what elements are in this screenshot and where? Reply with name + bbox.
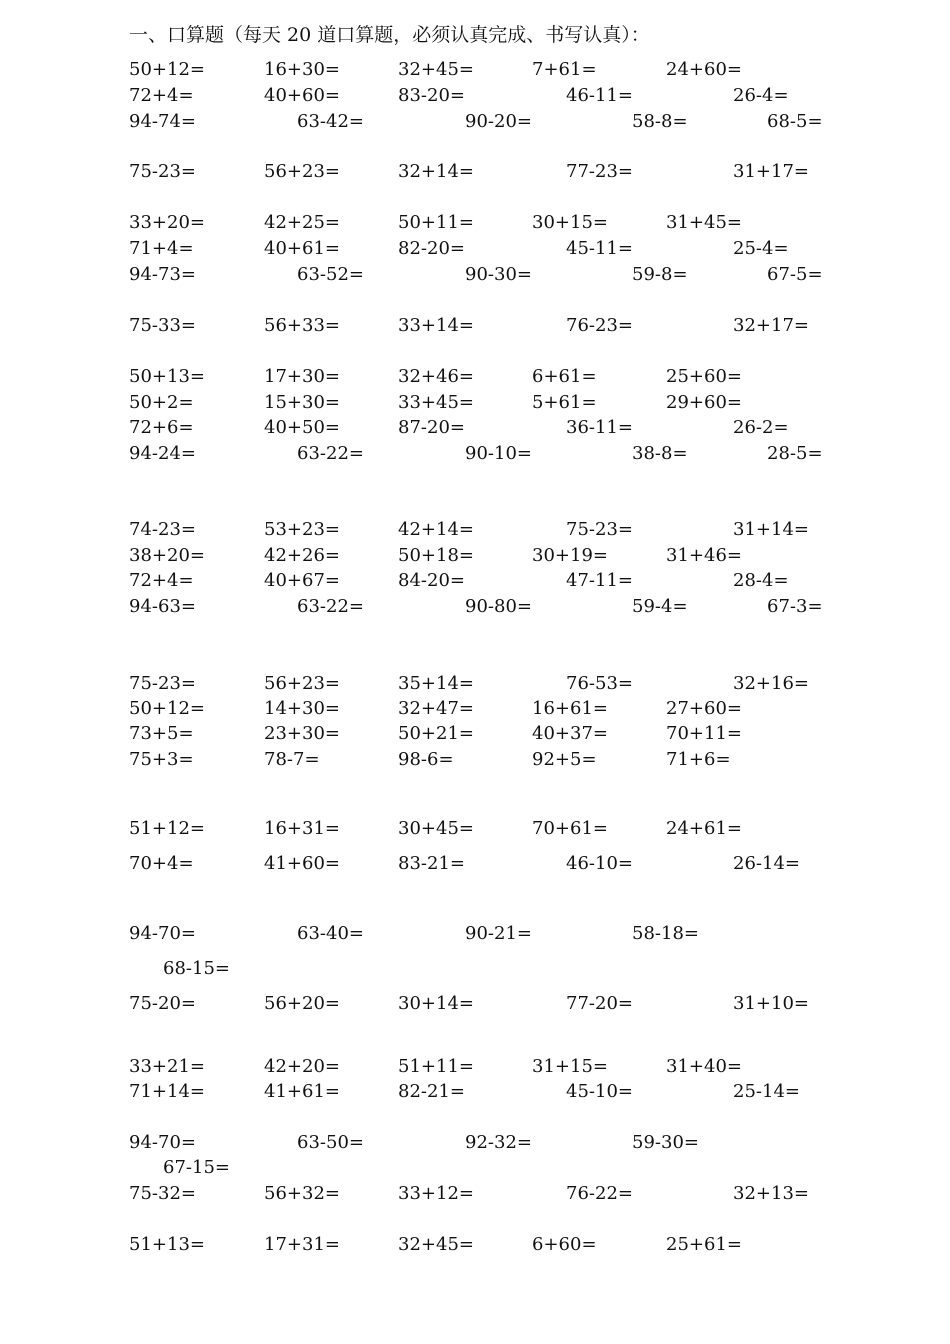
arithmetic-problem: 92-32= — [465, 1132, 532, 1153]
arithmetic-problem: 38+20= — [129, 545, 205, 566]
arithmetic-problem: 45-10= — [566, 1081, 633, 1102]
problem-row — [0, 1181, 950, 1207]
problem-row — [0, 594, 950, 620]
arithmetic-problem: 74-23= — [129, 519, 196, 540]
arithmetic-problem: 75+3= — [129, 749, 194, 770]
arithmetic-problem: 35+14= — [398, 673, 474, 694]
arithmetic-problem: 75-23= — [129, 161, 196, 182]
problem-row — [0, 236, 950, 262]
arithmetic-problem: 70+11= — [666, 723, 742, 744]
arithmetic-problem: 76-53= — [566, 673, 633, 694]
arithmetic-problem: 17+30= — [264, 366, 340, 387]
arithmetic-problem: 6+61= — [532, 366, 597, 387]
arithmetic-problem: 31+14= — [733, 519, 809, 540]
problem-row — [0, 851, 950, 877]
arithmetic-problem: 32+46= — [398, 366, 474, 387]
arithmetic-problem: 51+11= — [398, 1056, 474, 1077]
problem-row — [0, 262, 950, 288]
arithmetic-problem: 67-3= — [767, 596, 823, 617]
arithmetic-problem: 82-21= — [398, 1081, 465, 1102]
arithmetic-problem: 7+61= — [532, 59, 597, 80]
arithmetic-problem: 31+15= — [532, 1056, 608, 1077]
arithmetic-problem: 23+30= — [264, 723, 340, 744]
problem-row — [0, 364, 950, 390]
arithmetic-problem: 24+61= — [666, 818, 742, 839]
arithmetic-problem: 31+46= — [666, 545, 742, 566]
arithmetic-problem: 59-4= — [632, 596, 688, 617]
arithmetic-problem: 40+50= — [264, 417, 340, 438]
arithmetic-problem: 94-74= — [129, 111, 196, 132]
arithmetic-problem: 40+60= — [264, 85, 340, 106]
arithmetic-problem: 63-50= — [297, 1132, 364, 1153]
arithmetic-problem: 58-8= — [632, 111, 688, 132]
arithmetic-problem: 32+14= — [398, 161, 474, 182]
arithmetic-problem: 50+11= — [398, 212, 474, 233]
arithmetic-problem: 77-23= — [566, 161, 633, 182]
problem-row — [0, 671, 950, 697]
arithmetic-problem: 68-5= — [767, 111, 823, 132]
arithmetic-problem: 31+40= — [666, 1056, 742, 1077]
arithmetic-problem: 31+10= — [733, 993, 809, 1014]
arithmetic-problem: 5+61= — [532, 392, 597, 413]
arithmetic-problem: 63-22= — [297, 443, 364, 464]
arithmetic-problem: 47-11= — [566, 570, 633, 591]
arithmetic-problem: 75-20= — [129, 993, 196, 1014]
problem-row — [0, 721, 950, 747]
problem-row — [0, 415, 950, 441]
arithmetic-problem: 25+60= — [666, 366, 742, 387]
arithmetic-problem: 70+61= — [532, 818, 608, 839]
arithmetic-problem: 33+45= — [398, 392, 474, 413]
problem-row — [0, 1079, 950, 1105]
arithmetic-problem: 87-20= — [398, 417, 465, 438]
problem-row — [0, 696, 950, 722]
arithmetic-problem: 25-14= — [733, 1081, 800, 1102]
arithmetic-problem: 42+20= — [264, 1056, 340, 1077]
arithmetic-problem: 15+30= — [264, 392, 340, 413]
arithmetic-problem: 75-32= — [129, 1183, 196, 1204]
arithmetic-problem: 29+60= — [666, 392, 742, 413]
problem-row — [0, 109, 950, 135]
problem-row — [0, 956, 950, 982]
arithmetic-problem: 92+5= — [532, 749, 597, 770]
problem-row — [0, 991, 950, 1017]
arithmetic-problem: 38-8= — [632, 443, 688, 464]
problem-row — [0, 1054, 950, 1080]
arithmetic-problem: 40+37= — [532, 723, 608, 744]
arithmetic-problem: 24+60= — [666, 59, 742, 80]
arithmetic-problem: 31+17= — [733, 161, 809, 182]
arithmetic-problem: 76-23= — [566, 315, 633, 336]
arithmetic-problem: 50+18= — [398, 545, 474, 566]
arithmetic-problem: 30+14= — [398, 993, 474, 1014]
arithmetic-problem: 75-23= — [566, 519, 633, 540]
problem-row — [0, 517, 950, 543]
arithmetic-problem: 72+4= — [129, 570, 194, 591]
arithmetic-problem: 32+13= — [733, 1183, 809, 1204]
arithmetic-problem: 50+12= — [129, 59, 205, 80]
arithmetic-problem: 42+26= — [264, 545, 340, 566]
arithmetic-problem: 32+45= — [398, 59, 474, 80]
arithmetic-problem: 83-21= — [398, 853, 465, 874]
arithmetic-problem: 26-14= — [733, 853, 800, 874]
arithmetic-problem: 33+14= — [398, 315, 474, 336]
arithmetic-problem: 63-42= — [297, 111, 364, 132]
arithmetic-problem: 36-11= — [566, 417, 633, 438]
arithmetic-problem: 83-20= — [398, 85, 465, 106]
arithmetic-problem: 90-80= — [465, 596, 532, 617]
problem-row — [0, 441, 950, 467]
arithmetic-problem: 56+23= — [264, 161, 340, 182]
arithmetic-problem: 27+60= — [666, 698, 742, 719]
arithmetic-problem: 42+25= — [264, 212, 340, 233]
arithmetic-problem: 32+16= — [733, 673, 809, 694]
arithmetic-problem: 51+13= — [129, 1234, 205, 1255]
arithmetic-problem: 72+4= — [129, 85, 194, 106]
arithmetic-problem: 25+61= — [666, 1234, 742, 1255]
arithmetic-problem: 77-20= — [566, 993, 633, 1014]
arithmetic-problem: 40+67= — [264, 570, 340, 591]
arithmetic-problem: 71+6= — [666, 749, 731, 770]
arithmetic-problem: 41+60= — [264, 853, 340, 874]
arithmetic-problem: 33+12= — [398, 1183, 474, 1204]
arithmetic-problem: 33+21= — [129, 1056, 205, 1077]
arithmetic-problem: 40+61= — [264, 238, 340, 259]
problem-row — [0, 1155, 950, 1181]
arithmetic-problem: 84-20= — [398, 570, 465, 591]
problem-row — [0, 83, 950, 109]
arithmetic-problem: 59-8= — [632, 264, 688, 285]
arithmetic-problem: 63-40= — [297, 923, 364, 944]
arithmetic-problem: 28-4= — [733, 570, 789, 591]
arithmetic-problem: 67-5= — [767, 264, 823, 285]
problem-row — [0, 1232, 950, 1258]
arithmetic-problem: 56+32= — [264, 1183, 340, 1204]
arithmetic-problem: 71+4= — [129, 238, 194, 259]
problem-row — [0, 921, 950, 947]
arithmetic-problem: 46-10= — [566, 853, 633, 874]
arithmetic-problem: 75-23= — [129, 673, 196, 694]
arithmetic-problem: 70+4= — [129, 853, 194, 874]
arithmetic-problem: 26-2= — [733, 417, 789, 438]
arithmetic-problem: 72+6= — [129, 417, 194, 438]
problem-row — [0, 543, 950, 569]
problem-row — [0, 57, 950, 83]
arithmetic-problem: 63-52= — [297, 264, 364, 285]
problem-row — [0, 568, 950, 594]
arithmetic-problem: 28-5= — [767, 443, 823, 464]
arithmetic-problem: 53+23= — [264, 519, 340, 540]
arithmetic-problem: 33+20= — [129, 212, 205, 233]
arithmetic-problem: 26-4= — [733, 85, 789, 106]
arithmetic-problem: 16+30= — [264, 59, 340, 80]
arithmetic-problem: 6+60= — [532, 1234, 597, 1255]
arithmetic-problem: 51+12= — [129, 818, 205, 839]
arithmetic-problem: 75-33= — [129, 315, 196, 336]
arithmetic-problem: 78-7= — [264, 749, 320, 770]
problem-row — [0, 159, 950, 185]
arithmetic-problem: 25-4= — [733, 238, 789, 259]
arithmetic-problem: 59-30= — [632, 1132, 699, 1153]
arithmetic-problem: 94-24= — [129, 443, 196, 464]
arithmetic-problem: 46-11= — [566, 85, 633, 106]
arithmetic-problem: 16+31= — [264, 818, 340, 839]
arithmetic-problem: 32+45= — [398, 1234, 474, 1255]
arithmetic-problem: 50+12= — [129, 698, 205, 719]
arithmetic-problem: 90-20= — [465, 111, 532, 132]
arithmetic-problem: 71+14= — [129, 1081, 205, 1102]
arithmetic-problem: 73+5= — [129, 723, 194, 744]
arithmetic-problem: 94-70= — [129, 923, 196, 944]
arithmetic-problem: 31+45= — [666, 212, 742, 233]
arithmetic-problem: 68-15= — [163, 958, 230, 979]
arithmetic-problem: 90-21= — [465, 923, 532, 944]
arithmetic-problem: 82-20= — [398, 238, 465, 259]
arithmetic-problem: 56+23= — [264, 673, 340, 694]
arithmetic-problem: 17+31= — [264, 1234, 340, 1255]
arithmetic-problem: 50+21= — [398, 723, 474, 744]
arithmetic-problem: 32+47= — [398, 698, 474, 719]
arithmetic-problem: 94-73= — [129, 264, 196, 285]
arithmetic-problem: 41+61= — [264, 1081, 340, 1102]
arithmetic-problem: 67-15= — [163, 1157, 230, 1178]
arithmetic-problem: 45-11= — [566, 238, 633, 259]
arithmetic-problem: 30+45= — [398, 818, 474, 839]
problem-row — [0, 1130, 950, 1156]
arithmetic-problem: 30+15= — [532, 212, 608, 233]
problem-row — [0, 390, 950, 416]
arithmetic-problem: 90-10= — [465, 443, 532, 464]
problem-row — [0, 816, 950, 842]
arithmetic-problem: 94-70= — [129, 1132, 196, 1153]
problem-row — [0, 313, 950, 339]
arithmetic-problem: 98-6= — [398, 749, 454, 770]
arithmetic-problem: 42+14= — [398, 519, 474, 540]
problem-row — [0, 210, 950, 236]
arithmetic-problem: 63-22= — [297, 596, 364, 617]
arithmetic-problem: 50+2= — [129, 392, 194, 413]
arithmetic-problem: 90-30= — [465, 264, 532, 285]
arithmetic-problem: 14+30= — [264, 698, 340, 719]
arithmetic-problem: 94-63= — [129, 596, 196, 617]
arithmetic-problem: 50+13= — [129, 366, 205, 387]
arithmetic-problem: 56+33= — [264, 315, 340, 336]
problem-row — [0, 747, 950, 773]
arithmetic-problem: 16+61= — [532, 698, 608, 719]
worksheet-heading: 一、口算题（每天 20 道口算题，必须认真完成、书写认真）： — [129, 24, 650, 46]
arithmetic-problem: 58-18= — [632, 923, 699, 944]
arithmetic-problem: 32+17= — [733, 315, 809, 336]
arithmetic-problem: 76-22= — [566, 1183, 633, 1204]
arithmetic-problem: 56+20= — [264, 993, 340, 1014]
arithmetic-problem: 30+19= — [532, 545, 608, 566]
